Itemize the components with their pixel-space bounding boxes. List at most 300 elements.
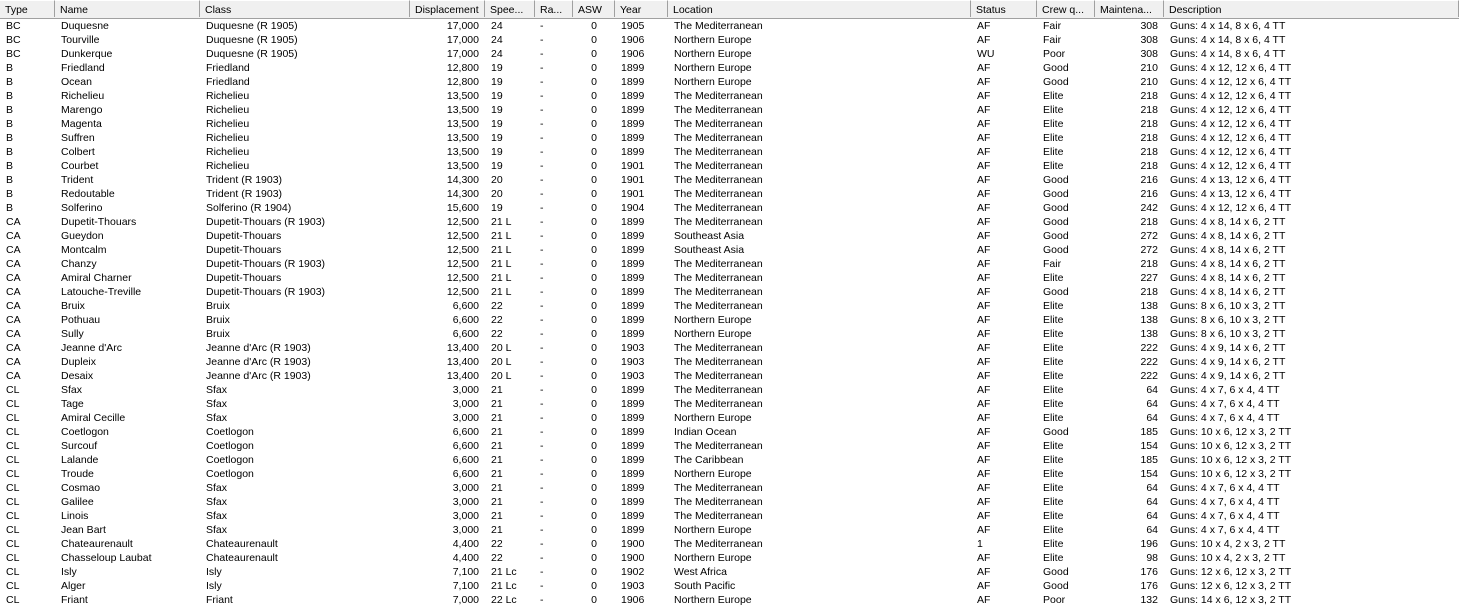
cell-year: 1899 (621, 244, 645, 256)
cell-speed: 22 (491, 538, 503, 550)
cell-displacement: 12,500 (446, 216, 479, 228)
cell-displacement: 6,600 (452, 440, 479, 452)
cell-range: - (540, 496, 544, 508)
cell-type: B (6, 132, 14, 144)
cell-crew: Elite (1043, 454, 1064, 466)
cell-location: The Mediterranean (674, 160, 763, 172)
cell-name: Sully (61, 328, 84, 340)
cell-name: Pothuau (61, 314, 101, 326)
cell-year: 1899 (621, 230, 645, 242)
cell-speed: 19 (491, 90, 503, 102)
cell-status: AF (977, 90, 991, 102)
cell-desc: Guns: 4 x 7, 6 x 4, 4 TT (1170, 412, 1280, 424)
cell-status: AF (977, 76, 991, 88)
cell-maint: 176 (1140, 580, 1158, 592)
cell-range: - (540, 146, 544, 158)
cell-desc: Guns: 4 x 7, 6 x 4, 4 TT (1170, 384, 1280, 396)
cell-range: - (540, 370, 544, 382)
cell-class: Dupetit-Thouars (R 1903) (206, 258, 326, 270)
cell-name: Chateaurenault (61, 538, 133, 550)
cell-speed: 21 (491, 510, 503, 522)
cell-type: B (6, 188, 14, 200)
cell-speed: 21 Lc (491, 580, 517, 592)
cell-speed: 19 (491, 132, 503, 144)
cell-status: AF (977, 398, 991, 410)
column-header-displacement[interactable]: Displacement (410, 0, 485, 17)
cell-maint: 218 (1140, 90, 1158, 102)
cell-type: CL (6, 594, 20, 606)
cell-crew: Fair (1043, 20, 1062, 32)
cell-name: Chasseloup Laubat (61, 552, 152, 564)
cell-desc: Guns: 4 x 12, 12 x 6, 4 TT (1170, 90, 1292, 102)
cell-year: 1903 (621, 370, 645, 382)
cell-maint: 272 (1140, 230, 1158, 242)
cell-displacement: 14,300 (446, 188, 479, 200)
cell-year: 1899 (621, 398, 645, 410)
cell-crew: Elite (1043, 118, 1064, 130)
table-row[interactable] (0, 341, 1459, 355)
cell-desc: Guns: 4 x 7, 6 x 4, 4 TT (1170, 482, 1280, 494)
cell-desc: Guns: 4 x 13, 12 x 6, 4 TT (1170, 174, 1292, 186)
cell-desc: Guns: 8 x 6, 10 x 3, 2 TT (1170, 314, 1286, 326)
table-row[interactable] (0, 243, 1459, 257)
cell-year: 1899 (621, 496, 645, 508)
cell-desc: Guns: 4 x 8, 14 x 6, 2 TT (1170, 244, 1286, 256)
cell-name: Bruix (61, 300, 85, 312)
cell-location: The Caribbean (674, 454, 744, 466)
cell-crew: Good (1043, 566, 1069, 578)
table-row[interactable] (0, 355, 1459, 369)
column-header-maint[interactable]: Maintena... (1095, 0, 1164, 17)
cell-range: - (540, 510, 544, 522)
table-row[interactable] (0, 201, 1459, 215)
cell-maint: 154 (1140, 468, 1158, 480)
cell-location: The Mediterranean (674, 202, 763, 214)
cell-displacement: 6,600 (452, 328, 479, 340)
cell-status: AF (977, 594, 991, 606)
cell-crew: Elite (1043, 524, 1064, 536)
cell-year: 1900 (621, 552, 645, 564)
cell-location: The Mediterranean (674, 188, 763, 200)
cell-desc: Guns: 10 x 4, 2 x 3, 2 TT (1170, 552, 1286, 564)
cell-name: Duquesne (61, 20, 109, 32)
cell-range: - (540, 132, 544, 144)
column-header-asw[interactable]: ASW (573, 0, 615, 17)
cell-crew: Good (1043, 202, 1069, 214)
table-row[interactable] (0, 271, 1459, 285)
cell-year: 1899 (621, 468, 645, 480)
cell-type: CL (6, 398, 20, 410)
cell-displacement: 17,000 (446, 20, 479, 32)
cell-location: Southeast Asia (674, 230, 745, 242)
table-row[interactable] (0, 103, 1459, 117)
table-row[interactable] (0, 299, 1459, 313)
cell-location: The Mediterranean (674, 104, 763, 116)
cell-asw: 0 (591, 468, 597, 480)
cell-status: AF (977, 552, 991, 564)
table-row[interactable] (0, 173, 1459, 187)
cell-desc: Guns: 4 x 7, 6 x 4, 4 TT (1170, 510, 1280, 522)
cell-status: AF (977, 412, 991, 424)
column-header-desc[interactable]: Description (1164, 0, 1459, 17)
cell-displacement: 3,000 (452, 496, 479, 508)
cell-name: Lalande (61, 454, 99, 466)
cell-desc: Guns: 4 x 8, 14 x 6, 2 TT (1170, 230, 1286, 242)
cell-desc: Guns: 4 x 12, 12 x 6, 4 TT (1170, 202, 1292, 214)
cell-displacement: 4,400 (452, 552, 479, 564)
column-header-status[interactable]: Status (971, 0, 1037, 17)
cell-crew: Good (1043, 286, 1069, 298)
cell-crew: Elite (1043, 538, 1064, 550)
table-row[interactable] (0, 383, 1459, 397)
table-row[interactable] (0, 439, 1459, 453)
cell-speed: 21 (491, 524, 503, 536)
cell-year: 1899 (621, 510, 645, 522)
table-row[interactable] (0, 187, 1459, 201)
cell-name: Tage (61, 398, 84, 410)
cell-displacement: 12,500 (446, 230, 479, 242)
cell-desc: Guns: 4 x 7, 6 x 4, 4 TT (1170, 496, 1280, 508)
cell-desc: Guns: 4 x 14, 8 x 6, 4 TT (1170, 48, 1286, 60)
table-row[interactable] (0, 509, 1459, 523)
cell-class: Isly (206, 566, 222, 578)
cell-displacement: 12,500 (446, 244, 479, 256)
cell-range: - (540, 160, 544, 172)
table-row[interactable] (0, 495, 1459, 509)
table-row[interactable] (0, 537, 1459, 551)
cell-year: 1900 (621, 538, 645, 550)
cell-maint: 64 (1146, 496, 1158, 508)
cell-speed: 19 (491, 160, 503, 172)
cell-status: AF (977, 370, 991, 382)
cell-class: Trident (R 1903) (206, 188, 283, 200)
table-row[interactable] (0, 47, 1459, 61)
table-row[interactable] (0, 61, 1459, 75)
cell-asw: 0 (591, 426, 597, 438)
table-row[interactable] (0, 19, 1459, 33)
cell-maint: 218 (1140, 258, 1158, 270)
cell-type: CA (6, 272, 21, 284)
cell-range: - (540, 580, 544, 592)
cell-status: AF (977, 524, 991, 536)
cell-asw: 0 (591, 272, 597, 284)
cell-crew: Elite (1043, 314, 1064, 326)
cell-class: Richelieu (206, 90, 250, 102)
cell-maint: 222 (1140, 342, 1158, 354)
cell-class: Dupetit-Thouars (206, 244, 282, 256)
cell-speed: 22 (491, 314, 503, 326)
cell-asw: 0 (591, 356, 597, 368)
column-header-class[interactable]: Class (200, 0, 410, 17)
column-header-crew[interactable]: Crew q... (1037, 0, 1095, 17)
cell-maint: 210 (1140, 76, 1158, 88)
cell-maint: 64 (1146, 482, 1158, 494)
cell-maint: 222 (1140, 356, 1158, 368)
cell-asw: 0 (591, 258, 597, 270)
cell-maint: 308 (1140, 48, 1158, 60)
cell-range: - (540, 202, 544, 214)
cell-maint: 64 (1146, 412, 1158, 424)
cell-year: 1901 (621, 174, 645, 186)
cell-speed: 21 (491, 468, 503, 480)
cell-maint: 138 (1140, 328, 1158, 340)
cell-range: - (540, 48, 544, 60)
cell-year: 1906 (621, 594, 645, 606)
cell-type: CA (6, 370, 21, 382)
cell-type: CL (6, 454, 20, 466)
cell-location: The Mediterranean (674, 440, 763, 452)
cell-type: B (6, 160, 14, 172)
cell-asw: 0 (591, 118, 597, 130)
cell-crew: Elite (1043, 90, 1064, 102)
cell-speed: 22 Lc (491, 594, 517, 606)
cell-type: CA (6, 216, 21, 228)
cell-year: 1899 (621, 258, 645, 270)
cell-desc: Guns: 4 x 8, 14 x 6, 2 TT (1170, 258, 1286, 270)
cell-name: Galilee (61, 496, 94, 508)
cell-desc: Guns: 4 x 8, 14 x 6, 2 TT (1170, 286, 1286, 298)
cell-name: Troude (61, 468, 94, 480)
cell-maint: 64 (1146, 384, 1158, 396)
cell-year: 1899 (621, 90, 645, 102)
cell-class: Dupetit-Thouars (206, 230, 282, 242)
table-row[interactable] (0, 131, 1459, 145)
column-header-location[interactable]: Location (668, 0, 971, 17)
cell-crew: Elite (1043, 412, 1064, 424)
cell-speed: 22 (491, 300, 503, 312)
table-row[interactable] (0, 89, 1459, 103)
cell-type: BC (6, 20, 21, 32)
cell-speed: 19 (491, 118, 503, 130)
cell-year: 1901 (621, 160, 645, 172)
table-row[interactable] (0, 229, 1459, 243)
cell-range: - (540, 62, 544, 74)
cell-status: AF (977, 216, 991, 228)
cell-desc: Guns: 4 x 9, 14 x 6, 2 TT (1170, 370, 1286, 382)
cell-type: CA (6, 300, 21, 312)
cell-range: - (540, 258, 544, 270)
table-row[interactable] (0, 411, 1459, 425)
cell-type: CA (6, 328, 21, 340)
cell-type: CL (6, 468, 20, 480)
cell-range: - (540, 566, 544, 578)
cell-desc: Guns: 12 x 6, 12 x 3, 2 TT (1170, 566, 1292, 578)
table-row[interactable] (0, 579, 1459, 593)
table-row[interactable] (0, 117, 1459, 131)
cell-location: Northern Europe (674, 76, 752, 88)
cell-class: Dupetit-Thouars (R 1903) (206, 216, 326, 228)
cell-asw: 0 (591, 496, 597, 508)
cell-year: 1899 (621, 132, 645, 144)
cell-name: Redoutable (61, 188, 115, 200)
cell-displacement: 17,000 (446, 48, 479, 60)
cell-range: - (540, 440, 544, 452)
cell-status: AF (977, 202, 991, 214)
cell-type: CA (6, 286, 21, 298)
table-row[interactable] (0, 145, 1459, 159)
table-row[interactable] (0, 551, 1459, 565)
cell-class: Coetlogon (206, 454, 254, 466)
cell-asw: 0 (591, 76, 597, 88)
cell-class: Duquesne (R 1905) (206, 34, 298, 46)
cell-crew: Good (1043, 62, 1069, 74)
cell-desc: Guns: 4 x 12, 12 x 6, 4 TT (1170, 104, 1292, 116)
table-row[interactable] (0, 593, 1459, 607)
cell-range: - (540, 90, 544, 102)
table-row[interactable] (0, 467, 1459, 481)
cell-desc: Guns: 10 x 6, 12 x 3, 2 TT (1170, 468, 1292, 480)
cell-desc: Guns: 4 x 12, 12 x 6, 4 TT (1170, 132, 1292, 144)
cell-desc: Guns: 4 x 8, 14 x 6, 2 TT (1170, 216, 1286, 228)
column-header-type[interactable]: Type (0, 0, 55, 17)
cell-range: - (540, 104, 544, 116)
cell-year: 1899 (621, 272, 645, 284)
cell-speed: 21 L (491, 216, 512, 228)
table-row[interactable] (0, 523, 1459, 537)
cell-status: AF (977, 314, 991, 326)
table-row[interactable] (0, 215, 1459, 229)
cell-speed: 21 (491, 398, 503, 410)
cell-class: Sfax (206, 524, 228, 536)
cell-range: - (540, 356, 544, 368)
cell-maint: 176 (1140, 566, 1158, 578)
cell-crew: Elite (1043, 482, 1064, 494)
cell-range: - (540, 76, 544, 88)
cell-name: Jeanne d'Arc (61, 342, 122, 354)
cell-maint: 218 (1140, 146, 1158, 158)
cell-location: The Mediterranean (674, 538, 763, 550)
cell-status: AF (977, 104, 991, 116)
cell-displacement: 13,500 (446, 132, 479, 144)
cell-status: AF (977, 34, 991, 46)
table-row[interactable] (0, 159, 1459, 173)
table-row[interactable] (0, 313, 1459, 327)
cell-speed: 21 (491, 384, 503, 396)
cell-range: - (540, 552, 544, 564)
cell-status: AF (977, 244, 991, 256)
cell-name: Sfax (61, 384, 83, 396)
table-row[interactable] (0, 33, 1459, 47)
cell-location: The Mediterranean (674, 300, 763, 312)
cell-class: Trident (R 1903) (206, 174, 283, 186)
cell-speed: 21 L (491, 286, 512, 298)
cell-year: 1899 (621, 216, 645, 228)
column-header-range[interactable]: Ra... (535, 0, 573, 17)
cell-status: AF (977, 188, 991, 200)
table-row[interactable] (0, 369, 1459, 383)
cell-speed: 21 (491, 426, 503, 438)
cell-maint: 64 (1146, 524, 1158, 536)
cell-asw: 0 (591, 412, 597, 424)
cell-displacement: 13,500 (446, 146, 479, 158)
cell-crew: Good (1043, 230, 1069, 242)
cell-displacement: 6,600 (452, 426, 479, 438)
cell-class: Sfax (206, 398, 228, 410)
table-row[interactable] (0, 327, 1459, 341)
cell-type: CL (6, 566, 20, 578)
cell-speed: 22 (491, 552, 503, 564)
cell-crew: Elite (1043, 160, 1064, 172)
cell-year: 1903 (621, 356, 645, 368)
cell-range: - (540, 524, 544, 536)
cell-year: 1899 (621, 146, 645, 158)
cell-speed: 24 (491, 34, 503, 46)
cell-range: - (540, 398, 544, 410)
cell-speed: 21 (491, 482, 503, 494)
cell-speed: 22 (491, 328, 503, 340)
cell-type: CL (6, 426, 20, 438)
cell-type: CA (6, 244, 21, 256)
cell-crew: Elite (1043, 398, 1064, 410)
cell-maint: 242 (1140, 202, 1158, 214)
cell-location: The Mediterranean (674, 272, 763, 284)
cell-maint: 218 (1140, 104, 1158, 116)
cell-desc: Guns: 4 x 14, 8 x 6, 4 TT (1170, 20, 1286, 32)
cell-displacement: 13,500 (446, 90, 479, 102)
cell-status: AF (977, 342, 991, 354)
cell-range: - (540, 34, 544, 46)
cell-type: CA (6, 230, 21, 242)
cell-crew: Poor (1043, 48, 1066, 60)
cell-asw: 0 (591, 104, 597, 116)
cell-speed: 20 L (491, 356, 512, 368)
cell-maint: 216 (1140, 188, 1158, 200)
cell-name: Desaix (61, 370, 94, 382)
cell-crew: Good (1043, 188, 1069, 200)
cell-status: AF (977, 272, 991, 284)
table-row[interactable] (0, 75, 1459, 89)
column-header-name[interactable]: Name (55, 0, 200, 17)
cell-speed: 21 (491, 412, 503, 424)
cell-range: - (540, 328, 544, 340)
cell-name: Latouche-Treville (61, 286, 142, 298)
cell-maint: 218 (1140, 160, 1158, 172)
cell-name: Dupleix (61, 356, 97, 368)
table-row[interactable] (0, 285, 1459, 299)
cell-range: - (540, 300, 544, 312)
cell-range: - (540, 244, 544, 256)
cell-location: The Mediterranean (674, 370, 763, 382)
cell-crew: Elite (1043, 104, 1064, 116)
cell-displacement: 15,600 (446, 202, 479, 214)
cell-location: The Mediterranean (674, 258, 763, 270)
table-row[interactable] (0, 397, 1459, 411)
cell-desc: Guns: 10 x 6, 12 x 3, 2 TT (1170, 440, 1292, 452)
cell-type: B (6, 174, 14, 186)
cell-maint: 185 (1140, 426, 1158, 438)
cell-displacement: 6,600 (452, 300, 479, 312)
cell-crew: Good (1043, 76, 1069, 88)
cell-displacement: 7,100 (452, 580, 479, 592)
cell-year: 1899 (621, 76, 645, 88)
table-row[interactable] (0, 257, 1459, 271)
table-row[interactable] (0, 565, 1459, 579)
column-header-year[interactable]: Year (615, 0, 668, 17)
cell-maint: 272 (1140, 244, 1158, 256)
cell-year: 1899 (621, 426, 645, 438)
cell-crew: Elite (1043, 510, 1064, 522)
cell-crew: Elite (1043, 496, 1064, 508)
cell-range: - (540, 594, 544, 606)
cell-status: AF (977, 62, 991, 74)
cell-status: AF (977, 146, 991, 158)
column-header-speed[interactable]: Spee... (485, 0, 535, 17)
cell-type: CL (6, 510, 20, 522)
table-row[interactable] (0, 453, 1459, 467)
cell-desc: Guns: 4 x 7, 6 x 4, 4 TT (1170, 524, 1280, 536)
table-row[interactable] (0, 425, 1459, 439)
table-row[interactable] (0, 481, 1459, 495)
